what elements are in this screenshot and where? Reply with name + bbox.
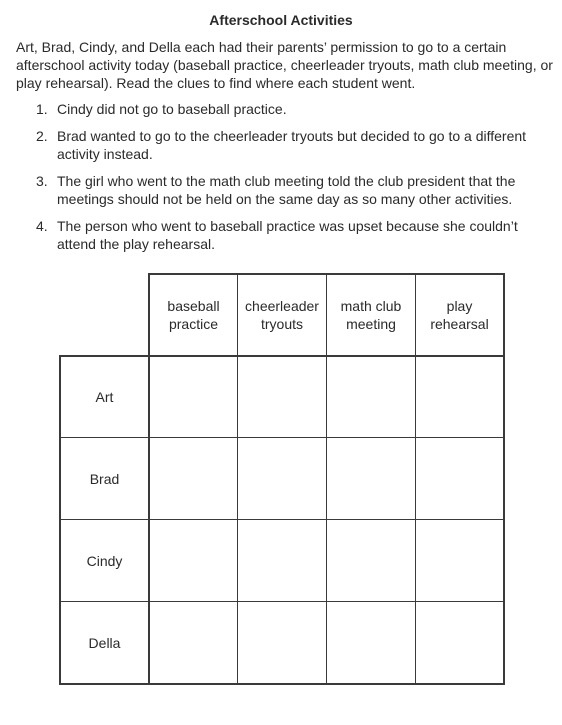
clue-text: The person who went to baseball practice was upset because she couldn’t attend the play rehearsal. [57, 218, 518, 252]
clue-text: The girl who went to the math club meeting told the club president that the meetings should not be held on the same day as so many other activities. [57, 173, 516, 207]
answer-cell[interactable] [238, 438, 326, 519]
column-header-math-club-meeting: math club meeting [340, 298, 402, 332]
answer-cell[interactable] [416, 602, 503, 683]
column-header-baseball-practice: baseball practice [167, 298, 220, 332]
answer-cell[interactable] [150, 520, 237, 601]
row-header-brad: Brad [89, 470, 120, 487]
clue-number: 1. [36, 101, 48, 117]
clue-text: Cindy did not go to baseball practice. [57, 101, 287, 117]
answer-cell[interactable] [238, 357, 326, 437]
answer-cell[interactable] [150, 602, 237, 683]
answer-cell[interactable] [327, 357, 415, 437]
answer-cell[interactable] [238, 602, 326, 683]
answer-cell[interactable] [416, 438, 503, 519]
answer-cell[interactable] [238, 520, 326, 601]
clue-number: 3. [36, 173, 48, 189]
answer-cell[interactable] [327, 438, 415, 519]
grid-line [503, 273, 505, 685]
row-header-art: Art [95, 389, 114, 405]
column-header-play-rehearsal: play rehearsal [430, 298, 489, 332]
row-header-della: Della [88, 634, 121, 651]
clue-number: 2. [36, 128, 48, 144]
clue-text: Brad wanted to go to the cheerleader tryouts but decided to go to a different activity instead. [57, 128, 527, 162]
column-header-cheerleader-tryouts: cheerleader tryouts [245, 298, 319, 332]
clue-number: 4. [36, 218, 48, 234]
answer-cell[interactable] [416, 520, 503, 601]
row-header-cindy: Cindy [86, 552, 123, 569]
grid-line [59, 683, 505, 685]
answer-cell[interactable] [416, 357, 503, 437]
answer-cell[interactable] [150, 438, 237, 519]
page-title: Afterschool Activities [209, 12, 353, 28]
answer-cell[interactable] [327, 520, 415, 601]
answer-cell[interactable] [150, 357, 237, 437]
answer-cell[interactable] [327, 602, 415, 683]
intro-paragraph: Art, Brad, Cindy, and Della each had their parents’ permission to go to a certain afterschool activity today (baseball practice, cheerleader tryouts, math club meeting, or play rehearsal). Read the clues to find where each student went. [16, 39, 553, 91]
